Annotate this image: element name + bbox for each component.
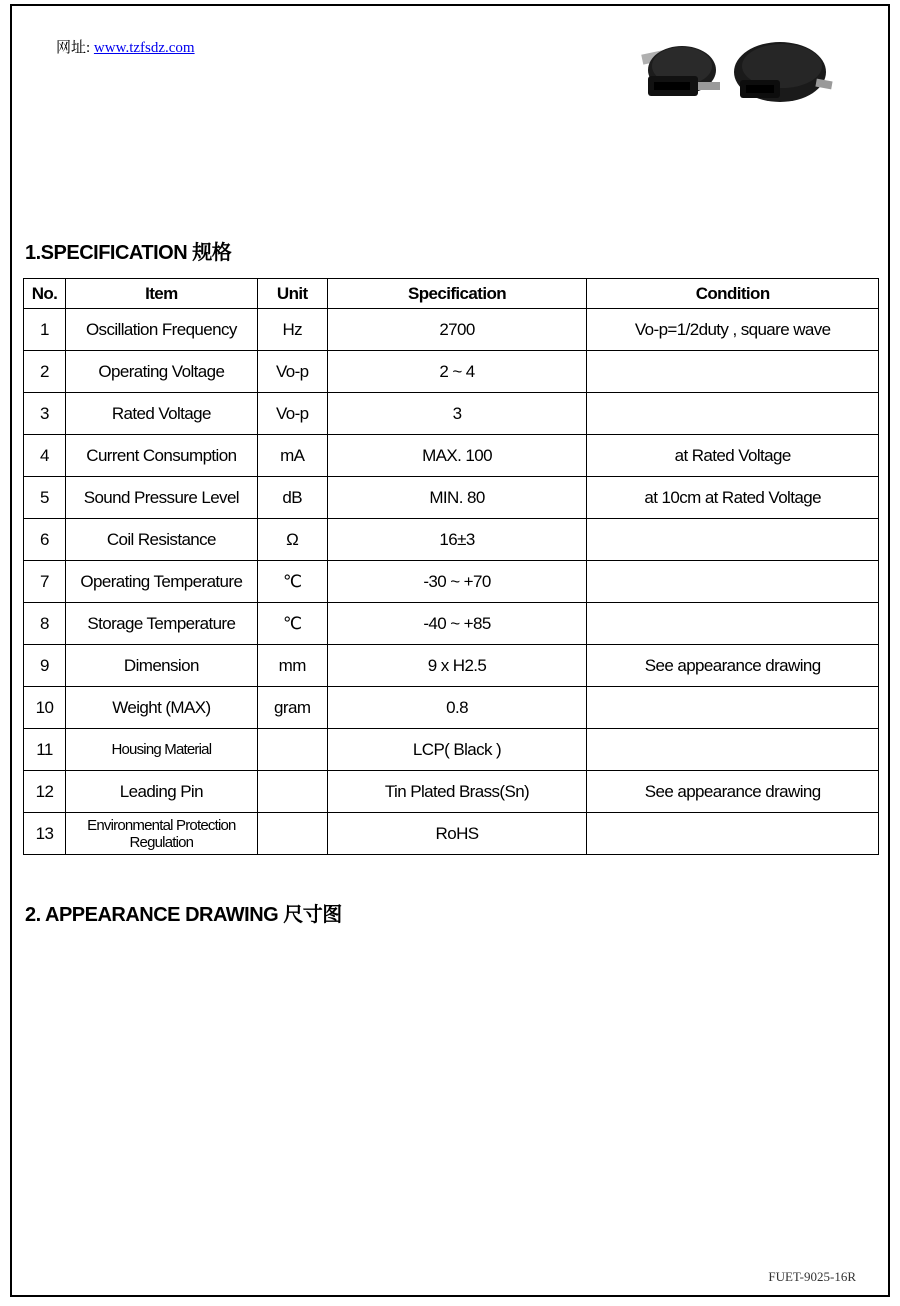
table-row	[24, 687, 879, 729]
table-header-row	[24, 279, 879, 309]
cell-condition	[587, 519, 879, 561]
cell-spec: 16±3	[327, 519, 587, 561]
cell-item: Leading Pin	[65, 771, 257, 813]
cell-no: 6	[24, 519, 66, 561]
document-code: FUET-9025-16R	[768, 1269, 856, 1284]
cell-item: Storage Temperature	[65, 603, 257, 645]
cell-item: Operating Temperature	[65, 561, 257, 603]
cell-spec: MAX. 100	[327, 435, 587, 477]
cell-item: Environmental Protection Regulation	[65, 813, 257, 855]
cell-condition	[587, 351, 879, 393]
specification-table	[23, 278, 879, 855]
cell-no: 1	[24, 309, 66, 351]
cell-no: 13	[24, 813, 66, 855]
column-header-condition: Condition	[587, 279, 879, 309]
cell-spec: -30 ~ +70	[327, 561, 587, 603]
cell-unit: Vo-p	[257, 393, 327, 435]
cell-spec: LCP( Black )	[327, 729, 587, 771]
table-row	[24, 645, 879, 687]
cell-condition	[587, 813, 879, 855]
cell-condition	[587, 561, 879, 603]
cell-spec: 2 ~ 4	[327, 351, 587, 393]
column-header-no: No.	[24, 279, 66, 309]
column-header-item: Item	[65, 279, 257, 309]
cell-no: 2	[24, 351, 66, 393]
cell-item: Oscillation Frequency	[65, 309, 257, 351]
cell-item: Current Consumption	[65, 435, 257, 477]
product-photo	[640, 36, 836, 110]
cell-spec: 0.8	[327, 687, 587, 729]
cell-unit: mm	[257, 645, 327, 687]
section-title-specification: 1.SPECIFICATION 规格	[25, 242, 232, 264]
table-row	[24, 477, 879, 519]
column-header-unit: Unit	[257, 279, 327, 309]
cell-spec: Tin Plated Brass(Sn)	[327, 771, 587, 813]
cell-item: Operating Voltage	[65, 351, 257, 393]
cell-item: Weight (MAX)	[65, 687, 257, 729]
buzzer-right-image	[734, 42, 833, 102]
cell-unit	[257, 771, 327, 813]
cell-no: 11	[24, 729, 66, 771]
table-row	[24, 393, 879, 435]
cell-unit: Ω	[257, 519, 327, 561]
cell-unit: Vo-p	[257, 351, 327, 393]
cell-condition: at 10cm at Rated Voltage	[587, 477, 879, 519]
cell-unit: ℃	[257, 561, 327, 603]
cell-unit: mA	[257, 435, 327, 477]
table-row	[24, 813, 879, 855]
cell-condition	[587, 603, 879, 645]
table-row	[24, 309, 879, 351]
cell-spec: RoHS	[327, 813, 587, 855]
cell-condition	[587, 729, 879, 771]
website-label: 网址:	[56, 40, 94, 56]
cell-no: 8	[24, 603, 66, 645]
cell-no: 3	[24, 393, 66, 435]
cell-no: 7	[24, 561, 66, 603]
table-row	[24, 603, 879, 645]
cell-spec: MIN. 80	[327, 477, 587, 519]
cell-no: 12	[24, 771, 66, 813]
website-link[interactable]: www.tzfsdz.com	[93, 40, 195, 56]
cell-condition: See appearance drawing	[587, 771, 879, 813]
section-title-appearance-drawing: 2. APPEARANCE DRAWING 尺寸图	[25, 904, 342, 926]
cell-spec: -40 ~ +85	[327, 603, 587, 645]
cell-item: Housing Material	[65, 729, 257, 771]
cell-unit: gram	[257, 687, 327, 729]
cell-condition	[587, 393, 879, 435]
table-row	[24, 519, 879, 561]
cell-unit	[257, 813, 327, 855]
table-row	[24, 561, 879, 603]
cell-no: 4	[24, 435, 66, 477]
table-row	[24, 771, 879, 813]
table-row	[24, 729, 879, 771]
cell-condition: See appearance drawing	[587, 645, 879, 687]
cell-condition: Vo-p=1/2duty , square wave	[587, 309, 879, 351]
cell-condition: at Rated Voltage	[587, 435, 879, 477]
cell-no: 10	[24, 687, 66, 729]
cell-item: Sound Pressure Level	[65, 477, 257, 519]
cell-no: 5	[24, 477, 66, 519]
cell-condition	[587, 687, 879, 729]
table-row	[24, 351, 879, 393]
column-header-specification: Specification	[327, 279, 587, 309]
cell-item: Dimension	[65, 645, 257, 687]
cell-item: Rated Voltage	[65, 393, 257, 435]
cell-unit	[257, 729, 327, 771]
cell-unit: ℃	[257, 603, 327, 645]
cell-spec: 3	[327, 393, 587, 435]
website-line	[56, 36, 195, 57]
cell-unit: dB	[257, 477, 327, 519]
cell-spec: 2700	[327, 309, 587, 351]
cell-unit: Hz	[257, 309, 327, 351]
cell-item: Coil Resistance	[65, 519, 257, 561]
table-row	[24, 435, 879, 477]
cell-no: 9	[24, 645, 66, 687]
buzzer-left-image	[641, 46, 720, 96]
cell-spec: 9 x H2.5	[327, 645, 587, 687]
